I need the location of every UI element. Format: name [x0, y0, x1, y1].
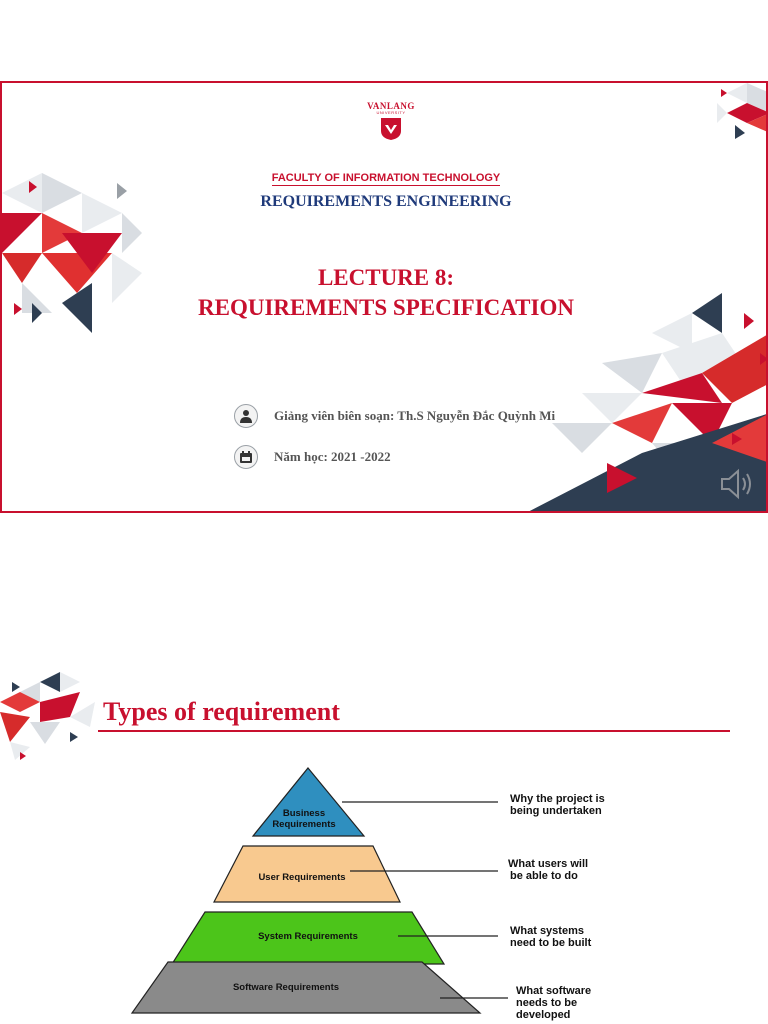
course-title: REQUIREMENTS ENGINEERING — [260, 193, 512, 210]
person-icon — [234, 404, 258, 428]
software-desc-1: What software — [516, 985, 592, 997]
system-desc-2: need to be built — [510, 937, 592, 949]
title-rule — [98, 730, 730, 732]
software-desc-3: developed — [516, 1009, 571, 1021]
slide2-title: Types of requirement — [103, 697, 340, 726]
year-row — [234, 445, 391, 469]
faculty-heading: FACULTY OF INFORMATION TECHNOLOGY — [271, 172, 501, 184]
system-desc-1: What systems — [510, 925, 584, 937]
logo-name: VANLANG — [367, 101, 415, 111]
shield-icon — [380, 117, 402, 141]
lecture-topic: REQUIREMENTS SPECIFICATION — [198, 295, 574, 320]
title-slide — [0, 81, 768, 513]
user-desc-2: be able to do — [510, 870, 578, 882]
speaker-icon[interactable] — [720, 468, 756, 500]
software-desc-2: needs to be — [516, 997, 578, 1009]
requirements-pyramid — [110, 760, 650, 1024]
business-label-2: Requirements — [272, 819, 336, 830]
logo-sub: UNIVERSITY — [376, 110, 406, 115]
year-text: Năm học: 2021 -2022 — [274, 449, 391, 464]
software-label: Software Requirements — [232, 982, 340, 993]
system-label: System Requirements — [258, 931, 358, 942]
calendar-icon — [234, 445, 258, 469]
top-right-decoration — [707, 83, 768, 143]
lecture-number: LECTURE 8: — [317, 265, 455, 290]
user-label: User Requirements — [258, 872, 346, 883]
user-desc-1: What users will — [508, 858, 589, 870]
business-label-1: Business — [282, 808, 326, 819]
business-desc-1: Why the project is — [510, 793, 605, 805]
lecturer-text: Giảng viên biên soạn: Th.S Nguyễn Đắc Quỳnh Mi — [274, 408, 556, 423]
lecture-title — [2, 263, 768, 323]
lecturer-row — [234, 404, 555, 428]
business-desc-2: being undertaken — [510, 805, 602, 817]
university-logo — [356, 101, 426, 141]
slide2-decoration — [0, 672, 100, 764]
